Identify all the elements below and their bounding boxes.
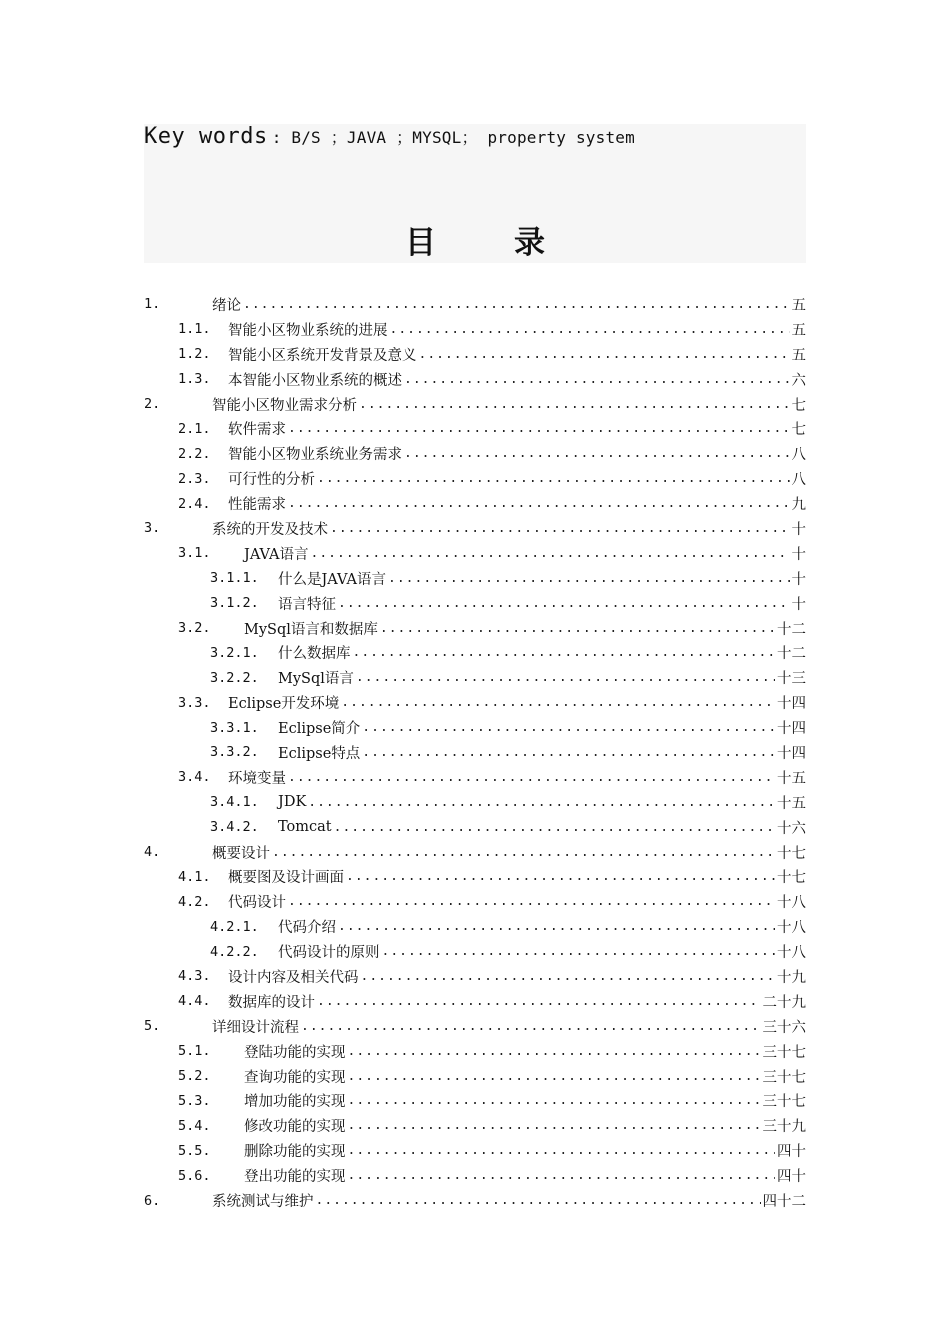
toc-entry[interactable] (144, 914, 806, 939)
toc-entry-number: 3.1.1. (210, 570, 259, 587)
toc-entry[interactable] (144, 1113, 806, 1138)
toc-entry-number: 6. (144, 1192, 161, 1209)
toc-entry-title: 智能小区物业系统的进展 (228, 322, 388, 339)
toc-entry-number: 1.2. (178, 346, 211, 363)
toc-entry-number: 2. (144, 396, 161, 412)
toc-entry-number: 4.1. (178, 868, 211, 885)
toc-entry-number: 2.4. (178, 495, 211, 512)
toc-entry-title: 修改功能的实现 (244, 1119, 346, 1136)
toc-entry-number: 3.1.2. (210, 595, 259, 612)
toc-dot-leader (346, 869, 775, 884)
toc-entry-title: 代码介绍 (278, 920, 336, 937)
toc-entry[interactable] (144, 1064, 806, 1089)
toc-entry-number: 5.5. (178, 1142, 211, 1159)
toc-dot-leader (404, 446, 790, 461)
toc-entry-title: 登出功能的实现 (244, 1169, 346, 1186)
toc-dot-leader (338, 596, 790, 611)
toc-dot-leader (317, 994, 761, 1009)
toc-dot-leader (390, 322, 790, 337)
toc-dot-leader (356, 670, 775, 685)
toc-entry-number: 3.2.2. (210, 669, 259, 686)
toc-dot-leader (334, 820, 775, 835)
toc-entry-page: 十五 (777, 770, 806, 787)
toc-entry-title: JDK (278, 794, 307, 811)
toc-entry-number: 2.3. (178, 470, 211, 487)
toc-entry-title: Eclipse简介 (278, 721, 361, 738)
toc-entry-page: 六 (791, 372, 806, 389)
toc-entry-page: 十九 (777, 969, 806, 986)
toc-entry-page: 五 (791, 297, 806, 314)
toc-entry-page: 十八 (777, 895, 806, 912)
toc-entry[interactable] (144, 1039, 806, 1064)
toc-dot-leader (380, 621, 775, 636)
toc-entry[interactable] (144, 889, 806, 914)
toc-entry-page: 七 (791, 397, 806, 414)
toc-dot-leader (341, 695, 775, 710)
toc-entry[interactable] (144, 790, 806, 815)
toc-entry-title: 可行性的分析 (228, 472, 315, 489)
toc-entry-number: 1. (144, 296, 161, 313)
toc-entry-number: 5.4. (178, 1117, 211, 1134)
toc-dot-leader (362, 720, 775, 735)
toc-entry-page: 十五 (777, 795, 806, 812)
toc-entry-number: 3.3.2. (210, 744, 259, 761)
table-of-contents (144, 292, 806, 1213)
toc-entry-title: 智能小区物业需求分析 (212, 397, 357, 414)
toc-entry-page: 二十九 (762, 994, 806, 1011)
toc-entry-title: 删除功能的实现 (244, 1144, 346, 1161)
toc-dot-leader (361, 969, 776, 984)
toc-dot-leader (330, 521, 790, 536)
toc-dot-leader (388, 571, 789, 586)
toc-entry-title: Eclipse特点 (278, 745, 361, 762)
toc-entry-page: 十八 (777, 945, 806, 962)
toc-entry-page: 五 (791, 347, 806, 364)
toc-entry[interactable] (144, 516, 806, 541)
toc-dot-leader (288, 496, 790, 511)
toc-entry-title: 智能小区系统开发背景及意义 (228, 347, 417, 364)
toc-entry-number: 2.2. (178, 445, 211, 462)
toc-entry-page: 十 (791, 521, 806, 538)
toc-dot-leader (348, 1143, 776, 1158)
toc-entry[interactable] (144, 690, 806, 715)
toc-entry-page: 四十 (777, 1169, 806, 1186)
toc-entry[interactable] (144, 466, 806, 491)
toc-entry-title: MySql语言 (278, 671, 354, 688)
toc-dot-leader (288, 770, 775, 785)
toc-entry-title: 详细设计流程 (212, 1019, 299, 1036)
toc-heading (144, 216, 806, 262)
toc-entry[interactable] (144, 1014, 806, 1039)
toc-entry[interactable] (144, 616, 806, 641)
toc-dot-leader (348, 1118, 761, 1133)
toc-dot-leader (272, 845, 775, 860)
toc-entry-number: 4.2.1. (210, 918, 259, 935)
toc-entry-title: JAVA语言 (244, 546, 309, 563)
toc-entry-number: 1.3. (178, 371, 211, 388)
toc-dot-leader (348, 1093, 761, 1108)
toc-entry-number: 4.3. (178, 968, 211, 985)
toc-entry-number: 5.2. (178, 1068, 211, 1085)
toc-entry-number: 5.6. (178, 1167, 211, 1184)
keywords-value: : B/S ；JAVA ；MYSQL； property system (271, 128, 635, 147)
toc-dot-leader (348, 1044, 761, 1059)
toc-entry-title: 语言特征 (278, 596, 336, 613)
toc-dot-leader (338, 919, 775, 934)
toc-entry-number: 3.3. (178, 694, 211, 711)
toc-dot-leader (419, 347, 790, 362)
toc-entry-title: 智能小区物业系统业务需求 (228, 447, 402, 464)
toc-entry[interactable] (144, 1188, 806, 1213)
toc-entry-title: 系统测试与维护 (212, 1194, 314, 1210)
toc-entry-title: 什么数据库 (278, 646, 351, 663)
toc-dot-leader (359, 397, 790, 412)
toc-dot-leader (362, 745, 775, 760)
toc-entry-title: Tomcat (278, 819, 332, 836)
toc-entry[interactable] (144, 715, 806, 740)
toc-entry-title: 查询功能的实现 (244, 1069, 346, 1086)
toc-entry-number: 4.2. (178, 893, 211, 910)
toc-entry[interactable] (144, 765, 806, 790)
toc-entry[interactable] (144, 317, 806, 342)
toc-entry-number: 3.4.2. (210, 819, 259, 836)
toc-entry-page: 十四 (777, 721, 806, 738)
toc-entry-page: 十四 (777, 696, 806, 713)
toc-entry-page: 十七 (777, 845, 806, 862)
toc-entry[interactable] (144, 665, 806, 690)
toc-entry-title: Eclipse开发环境 (228, 696, 340, 713)
toc-entry-page: 十 (791, 571, 806, 588)
toc-entry-number: 3. (144, 520, 161, 537)
toc-entry-number: 4.4. (178, 993, 211, 1010)
toc-entry-number: 3.3.1. (210, 719, 259, 736)
toc-entry-page: 十八 (777, 920, 806, 937)
toc-entry-page: 七 (791, 422, 806, 439)
toc-entry-title: 增加功能的实现 (244, 1094, 346, 1111)
toc-heading-char-2: 录 (514, 224, 545, 261)
toc-entry-title: 登陆功能的实现 (244, 1044, 346, 1061)
toc-entry-title: 系统的开发及技术 (212, 521, 328, 538)
toc-entry-title: 设计内容及相关代码 (228, 969, 359, 986)
toc-entry-title: 环境变量 (228, 770, 286, 787)
toc-entry-page: 三十七 (762, 1069, 806, 1086)
toc-entry-page: 十二 (777, 646, 806, 663)
toc-entry-page: 十四 (777, 745, 806, 762)
toc-dot-leader (308, 795, 775, 810)
toc-entry-number: 5.1. (178, 1043, 211, 1060)
toc-entry[interactable] (144, 367, 806, 392)
toc-dot-leader (316, 1193, 761, 1208)
toc-entry-title: 什么是JAVA语言 (278, 571, 387, 588)
toc-entry-page: 五 (791, 322, 806, 339)
toc-entry-number: 3.4.1. (210, 794, 259, 811)
toc-entry[interactable] (144, 591, 806, 616)
toc-entry-title: 绪论 (212, 297, 241, 314)
keywords-line (144, 124, 635, 156)
toc-entry-number: 1.1. (178, 321, 211, 338)
toc-heading-char-1: 目 (405, 224, 436, 261)
toc-dot-leader (311, 546, 790, 561)
toc-entry[interactable] (144, 416, 806, 441)
toc-entry-page: 十六 (777, 820, 806, 837)
toc-entry-number: 4.2.2. (210, 943, 259, 960)
toc-entry-page: 八 (791, 472, 806, 489)
toc-entry-page: 十二 (777, 621, 806, 638)
toc-entry-page: 四十二 (762, 1194, 806, 1210)
toc-entry-number: 3.1. (178, 545, 211, 562)
toc-entry-title: 概要图及设计画面 (228, 870, 344, 887)
keywords-label: Key words (144, 124, 268, 149)
toc-entry[interactable] (144, 815, 806, 840)
toc-entry-page: 十 (791, 596, 806, 613)
toc-entry[interactable] (144, 840, 806, 865)
toc-entry-number: 5. (144, 1018, 161, 1035)
toc-entry[interactable] (144, 740, 806, 765)
toc-entry-title: 代码设计 (228, 895, 286, 912)
toc-dot-leader (404, 372, 790, 387)
toc-dot-leader (348, 1069, 761, 1084)
toc-entry-page: 三十七 (762, 1094, 806, 1111)
toc-dot-leader (288, 421, 790, 436)
toc-entry-page: 三十七 (762, 1044, 806, 1061)
toc-entry[interactable] (144, 1138, 806, 1163)
toc-entry-page: 三十九 (762, 1119, 806, 1136)
toc-entry[interactable] (144, 1089, 806, 1114)
toc-entry-number: 3.2. (178, 620, 211, 637)
toc-entry[interactable] (144, 1163, 806, 1188)
toc-entry-title: 代码设计的原则 (278, 945, 380, 962)
toc-entry[interactable] (144, 541, 806, 566)
toc-dot-leader (353, 645, 776, 660)
toc-dot-leader (382, 944, 776, 959)
toc-entry[interactable] (144, 864, 806, 889)
toc-dot-leader (348, 1168, 776, 1183)
toc-entry-page: 八 (791, 447, 806, 464)
toc-entry-title: 性能需求 (228, 497, 286, 514)
toc-dot-leader (243, 297, 790, 312)
toc-entry-number: 3.4. (178, 769, 211, 786)
toc-entry[interactable] (144, 964, 806, 989)
toc-dot-leader (301, 1019, 761, 1034)
toc-dot-leader (288, 894, 775, 909)
toc-entry-page: 四十 (777, 1144, 806, 1161)
toc-entry-number: 2.1. (178, 420, 211, 437)
toc-entry-title: 本智能小区物业系统的概述 (228, 372, 402, 389)
toc-entry[interactable] (144, 640, 806, 665)
toc-entry-number: 3.2.1. (210, 644, 259, 661)
toc-entry[interactable] (144, 491, 806, 516)
toc-dot-leader (317, 471, 790, 486)
toc-entry-title: 概要设计 (212, 845, 270, 862)
toc-entry-page: 三十六 (762, 1019, 806, 1036)
toc-entry[interactable] (144, 342, 806, 367)
toc-entry[interactable] (144, 292, 806, 317)
toc-entry-title: MySql语言和数据库 (244, 621, 378, 638)
toc-entry[interactable] (144, 939, 806, 964)
toc-entry-title: 数据库的设计 (228, 994, 315, 1011)
toc-entry[interactable] (144, 566, 806, 591)
toc-entry-page: 九 (791, 497, 806, 514)
toc-entry[interactable] (144, 392, 806, 417)
toc-entry-page: 十 (791, 546, 806, 563)
toc-entry-page: 十七 (777, 870, 806, 887)
toc-entry[interactable] (144, 441, 806, 466)
toc-entry-number: 4. (144, 844, 161, 861)
toc-entry[interactable] (144, 989, 806, 1014)
toc-entry-page: 十三 (777, 671, 806, 688)
toc-entry-number: 5.3. (178, 1092, 211, 1109)
toc-entry-title: 软件需求 (228, 422, 286, 439)
